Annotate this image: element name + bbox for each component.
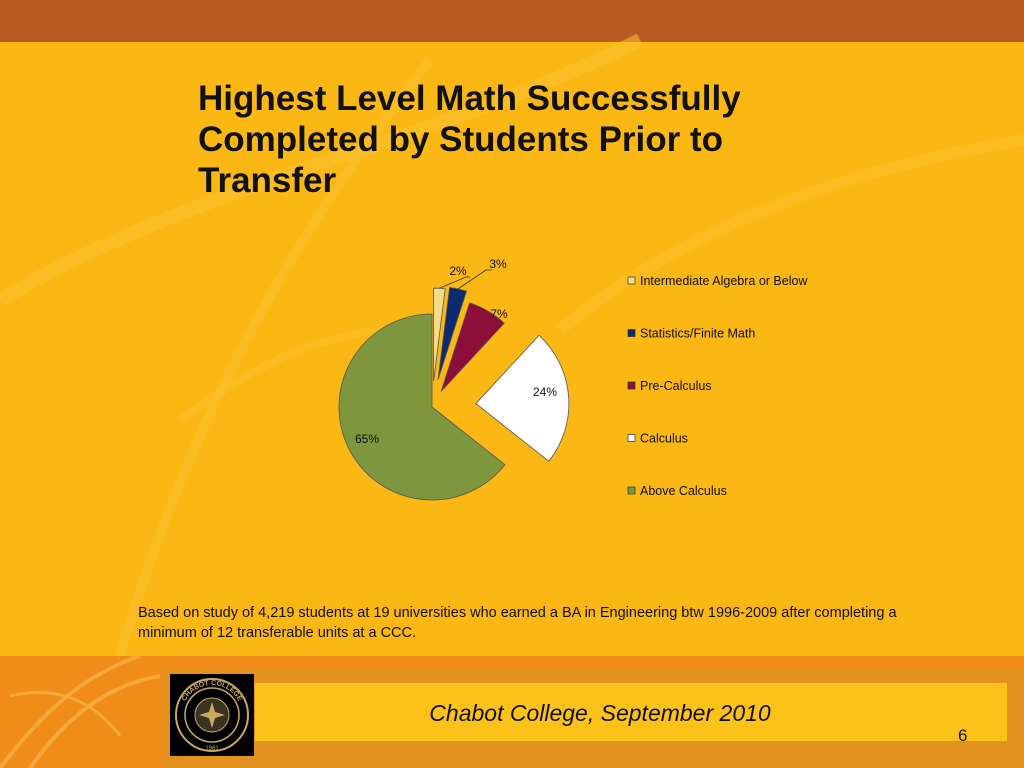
legend-label-2: Statistics/Finite Math bbox=[640, 326, 756, 341]
footnote: Based on study of 4,219 students at 19 universities who earned a BA in Engineering btw 1996-2009 after completing a minimum of 12 transferable units at a CCC. bbox=[138, 605, 897, 641]
data-label-5: 65% bbox=[354, 432, 380, 446]
data-label-4: 24% bbox=[532, 385, 558, 399]
data-label-1: 2% bbox=[449, 264, 467, 278]
footer-swirl-decoration bbox=[0, 656, 160, 768]
legend-swatch-5 bbox=[628, 487, 635, 494]
seal-text: CHABOT COLLEGE bbox=[180, 679, 244, 703]
data-label-2: 3% bbox=[489, 257, 507, 271]
legend-label-3: Pre-Calculus bbox=[640, 379, 712, 393]
legend-swatch-4 bbox=[628, 435, 635, 442]
seal-year: 1961 bbox=[205, 746, 219, 752]
data-label-3: 7% bbox=[490, 307, 508, 321]
legend-swatch-2 bbox=[628, 330, 635, 337]
legend-label-1: Intermediate Algebra or Below bbox=[640, 274, 808, 288]
footer-text: Chabot College, September 2010 bbox=[429, 700, 771, 726]
chabot-college-seal-logo bbox=[170, 674, 254, 756]
legend-swatch-3 bbox=[628, 382, 635, 389]
page-number: 6 bbox=[958, 726, 968, 745]
slide-title: Highest Level Math Successfully Completed by Students Prior to Transfer bbox=[198, 79, 741, 200]
legend-label-4: Calculus bbox=[640, 431, 688, 446]
leader-line-1 bbox=[439, 277, 470, 288]
legend-label-5: Above Calculus bbox=[640, 484, 727, 498]
legend-swatch-1 bbox=[628, 277, 635, 284]
